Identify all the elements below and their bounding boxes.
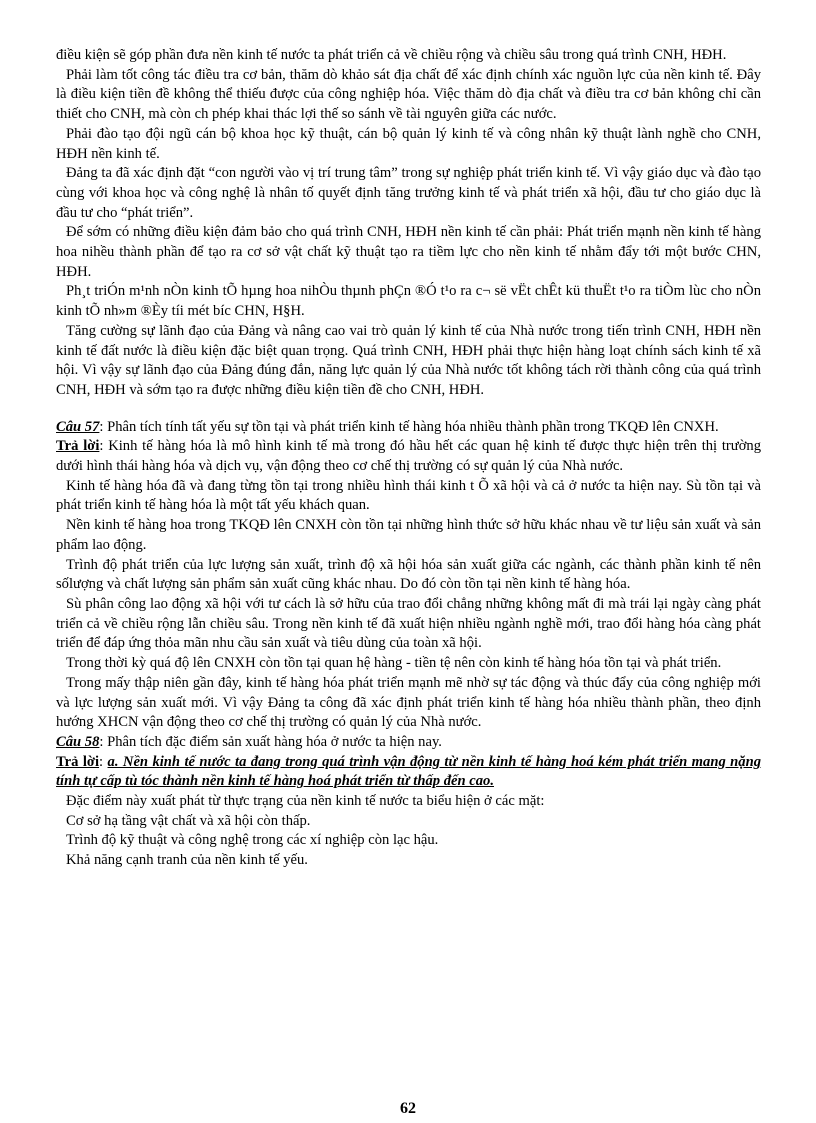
page-number: 62 bbox=[400, 1100, 416, 1117]
paragraph: Cơ sở hạ tầng vật chất và xã hội còn thấp. bbox=[66, 812, 311, 829]
answer-58 bbox=[56, 753, 761, 792]
paragraph: Trình độ phát triển của lực lượng sản xuất, trình độ xã hội hóa sản xuất giữa các ngành, các thành phần kinh tế nên sốlượng và chất lượng sản phẩm sản xuất cũng khác nhau. Do đó còn tồn tại nền kinh tế hàng hóa. bbox=[56, 556, 761, 593]
question-label: Câu 57 bbox=[56, 418, 100, 435]
question-58 bbox=[56, 733, 761, 753]
answer-label: Trả lời bbox=[56, 438, 100, 455]
answer-text: : Kinh tế hàng hóa là mô hình kinh tế mà trong đó hầu hết các quan hệ kinh tế được thực hiện trên thị trường dưới hình thái hàng hóa và dịch vụ, vận động theo cơ chế thị trường có sự quản lý của Nhà nước. bbox=[56, 438, 762, 475]
paragraph: Đặc điểm này xuất phát từ thực trạng của nền kinh tế nước ta biểu hiện ở các mặt: bbox=[66, 793, 545, 810]
answer-57 bbox=[56, 437, 761, 476]
paragraph: Ph¸t triÓn m¹nh nÒn kinh tÕ hµng hoa nihÒu thµnh phÇn ®Ó t¹o ra c¬ së vËt chÊt kü thuËt t¹o ra tiÒm lùc cho nÒn kinh tÕ nh»m ®Èy tíi mét bíc CHN, H§H. bbox=[56, 283, 761, 320]
paragraph: Trong mấy thập niên gần đây, kinh tế hàng hóa phát triển mạnh mẽ nhờ sự tác động và thúc đẩy của công nghiệp mới và lực lượng sản xuất mới. Vì vậy Đảng ta công đã xác định phát triển kinh tế hàng hóa nhiều thành phần, theo định hướng XHCN vận động theo cơ chế thị trường có quản lý của Nhà nước. bbox=[56, 674, 761, 731]
paragraph: Tăng cường sự lãnh đạo của Đảng và nâng cao vai trò quản lý kinh tế của Nhà nước trong tiến trình CNH, HĐH nền kinh tế đất nước là điều kiện đặc biệt quan trọng. Quá trình CNH, HĐH phải thực hiện hàng loạt chính sách kinh tế xã hội. Vì vậy sự lãnh đạo của Đảng đúng đắn, năng lực quản lý của Nhà nước tốt không tách rời thành công của quá trình CNH, HĐH và sớm tạo ra được những điều kiện tiền đề cho CNH, HĐH. bbox=[56, 322, 761, 398]
paragraph: Phải đào tạo đội ngũ cán bộ khoa học kỹ thuật, cán bộ quản lý kinh tế và công nhân kỹ thuật lành nghề cho CNH, HĐH nền kinh tế. bbox=[56, 125, 761, 162]
paragraph: Trong thời kỳ quá độ lên CNXH còn tồn tại quan hệ hàng - tiền tệ nên còn kinh tế hàng hóa tồn tại và phát triển. bbox=[66, 655, 722, 672]
answer-subheading: a. Nền kinh tế nước ta đang trong quá trình vận động từ nền kinh tế hàng hoá kém phát triển mang nặng tính tự cấp tù tóc thành nền kinh tế hàng hoá phát triển từ thấp đến cao. bbox=[56, 753, 762, 790]
question-text: : Phân tích tính tất yếu sự tồn tại và phát triển kinh tế hàng hóa nhiều thành phần trong TKQĐ lên CNXH. bbox=[99, 418, 719, 435]
question-57 bbox=[56, 418, 761, 438]
paragraph: Nền kinh tế hàng hoa trong TKQĐ lên CNXH còn tồn tại những hình thức sở hữu khác nhau về tư liệu sản xuất và sản phẩm lao động. bbox=[56, 517, 761, 553]
answer-separator: : bbox=[99, 753, 108, 770]
paragraph: Trình độ kỹ thuật và công nghệ trong các xí nghiệp còn lạc hậu. bbox=[66, 832, 439, 849]
paragraph: điều kiện sẽ góp phần đưa nền kinh tế nước ta phát triển cả về chiều rộng và chiều sâu trong quá trình CNH, HĐH. bbox=[56, 47, 727, 63]
section-spacer bbox=[56, 401, 761, 418]
answer-label: Trả lời bbox=[56, 753, 100, 770]
paragraph: Khả năng cạnh tranh của nền kinh tế yếu. bbox=[66, 852, 308, 869]
paragraph: Sù phân công lao động xã hội với tư cách là sở hữu của trao đổi chẳng những không mất đi mà trái lại ngày càng phát triển cả về chiều rộng lẫn chiều sâu. Trong nền kinh tế đã xuất hiện nhiều ngành nghề mới, trao đổi hàng hóa càng phát triển để đáp ứng thỏa mãn nhu cầu sản xuất và tiêu dùng của toàn xã hội. bbox=[56, 595, 761, 652]
question-text: : Phân tích đặc điểm sản xuất hàng hóa ở nước ta hiện nay. bbox=[99, 733, 442, 750]
question-label: Câu 58 bbox=[56, 733, 100, 750]
paragraph: Phải làm tốt công tác điều tra cơ bản, thăm dò khảo sát địa chất để xác định chính xác nguồn lực của nền kinh tế. Đây là điều kiện tiền đề không thể thiếu được của công nghiệp hóa. Việc thăm dò địa chất và điều tra cơ bản không chỉ cần thiết cho CNH, mà còn ch phép khai thác lợi thế so sánh về tài nguyên giữa các nước. bbox=[56, 66, 761, 123]
paragraph: Để sớm có những điều kiện đảm bảo cho quá trình CNH, HĐH nền kinh tế cần phải: Phát triển mạnh nền kinh tế hàng hoa nihều thành phần để tạo ra cơ sở vật chất kỹ thuật tạo ra tiềm lực cho nền kinh tế nhằm đẩy tới một bước CHN, HĐH. bbox=[56, 224, 761, 280]
paragraph: Kinh tế hàng hóa đã và đang từng tồn tại trong nhiều hình thái kinh t Õ xã hội và cả ở nước ta hiện nay. Sù tồn tại và phát triển kinh tế hàng hóa là một tất yếu khách quan. bbox=[56, 477, 761, 514]
document-page bbox=[56, 46, 761, 871]
paragraph: Đảng ta đã xác định đặt “con người vào vị trí trung tâm” trong sự nghiệp phát triển kinh tế. Vì vậy giáo dục và đào tạo cùng với khoa học và công nghệ là nhân tố quyết định tăng trưởng kinh tế và phát triển xã hội, đầu tư cho giáo dục là đầu tư cho “phát triển”. bbox=[56, 165, 761, 221]
